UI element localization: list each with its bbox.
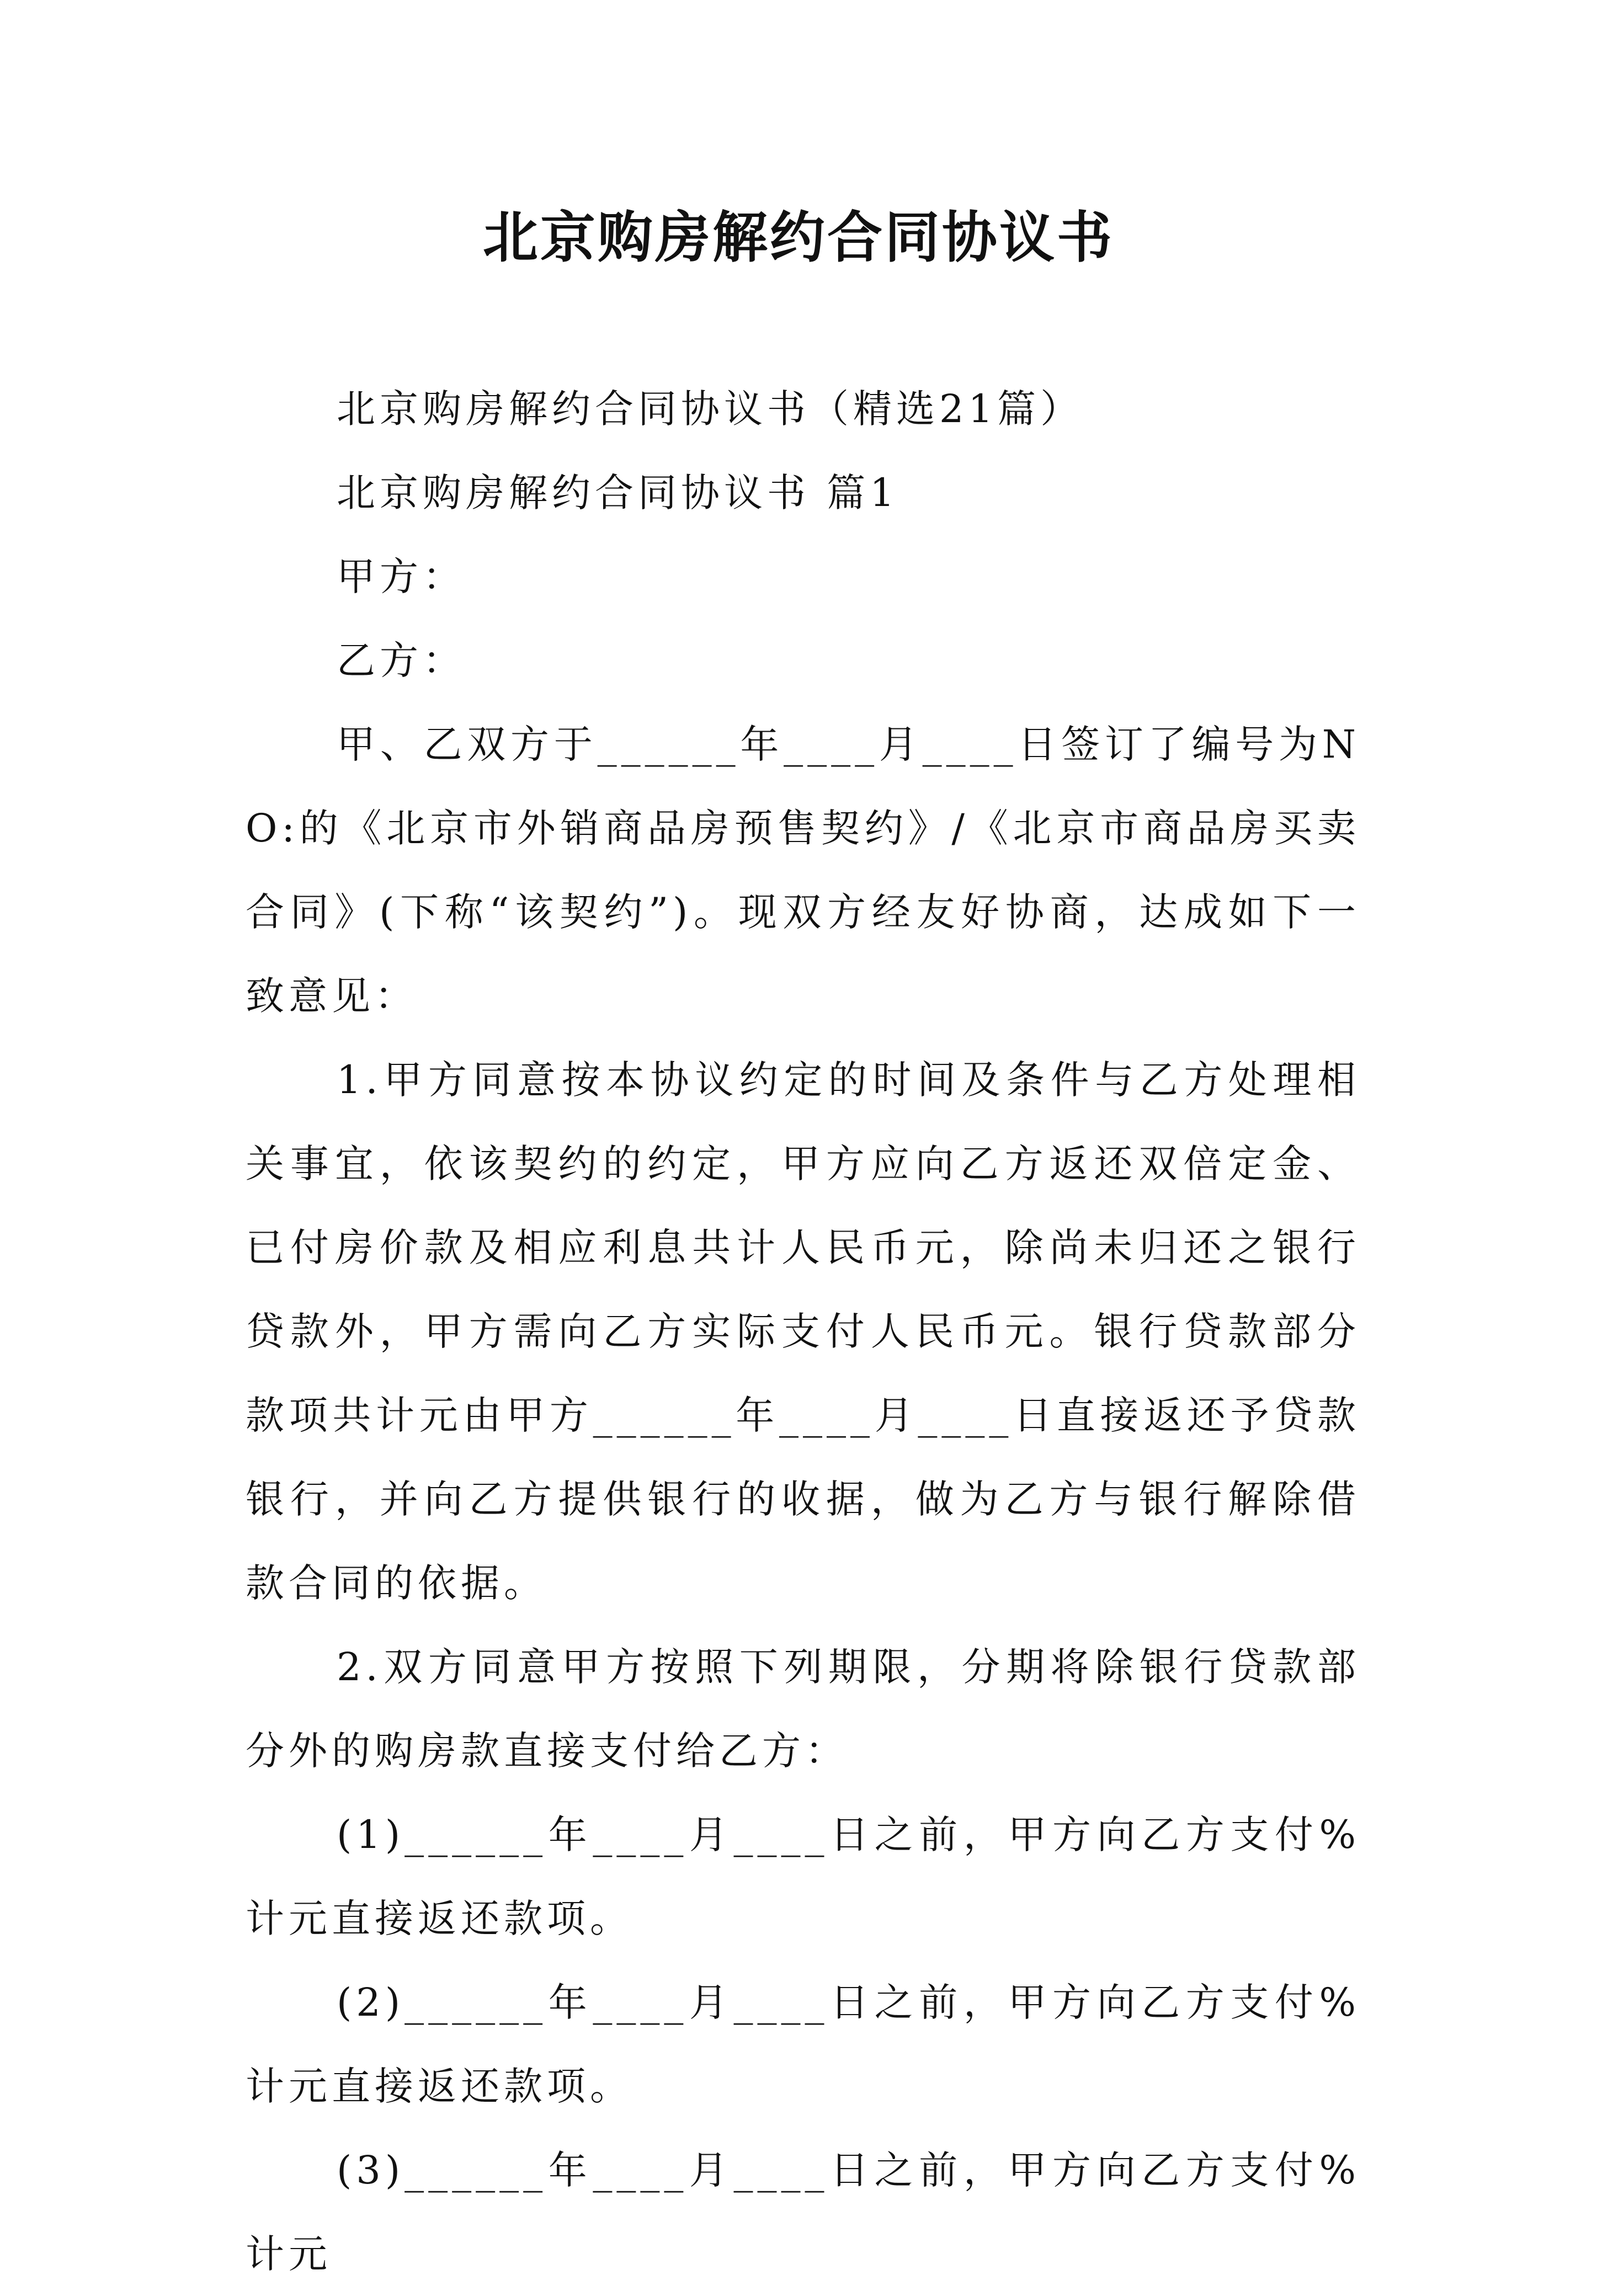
paragraph-installment-2: (2)______年____月____日之前，甲方向乙方支付%计元直接返还款项。 [246,1980,1360,2109]
paragraph-subtitle: 北京购房解约合同协议书（精选21篇） [337,386,1084,432]
paragraph-party-a: 甲方： [337,554,466,599]
paragraph-preamble: 甲、乙双方于______年____月____日签订了编号为NO:的《北京市外销商品房预售契约》/《北京市商品房买卖合同》(下称“该契约”)。现双方经友好协商，达成如下一致意见： [246,722,1360,1019]
document-title: 北京购房解约合同协议书 [483,205,1114,270]
paragraph-installment-1: (1)______年____月____日之前，甲方向乙方支付%计元直接返还款项。 [246,1812,1360,1941]
paragraph-clause-2: 2.双方同意甲方按照下列期限，分期将除银行贷款部分外的购房款直接支付给乙方： [246,1644,1360,1773]
paragraph-party-b: 乙方： [337,638,466,683]
document-body [246,367,1360,2296]
paragraph-installment-3: (3)______年____月____日之前，甲方向乙方支付%计元 [246,2148,1360,2277]
paragraph-section-heading: 北京购房解约合同协议书 篇1 [337,470,899,515]
paragraph-clause-1: 1.甲方同意按本协议约定的时间及条件与乙方处理相关事宜，依该契约的约定，甲方应向乙方返还双倍定金、已付房价款及相应利息共计人民币元，除尚未归还之银行贷款外，甲方需向乙方实际支付人民币元。银行贷款部分款项共计元由甲方______年____月____日直接返还予贷款银行，并向乙方提供银行的收据，做为乙方与银行解除借款合同的依据。 [246,1057,1360,1606]
